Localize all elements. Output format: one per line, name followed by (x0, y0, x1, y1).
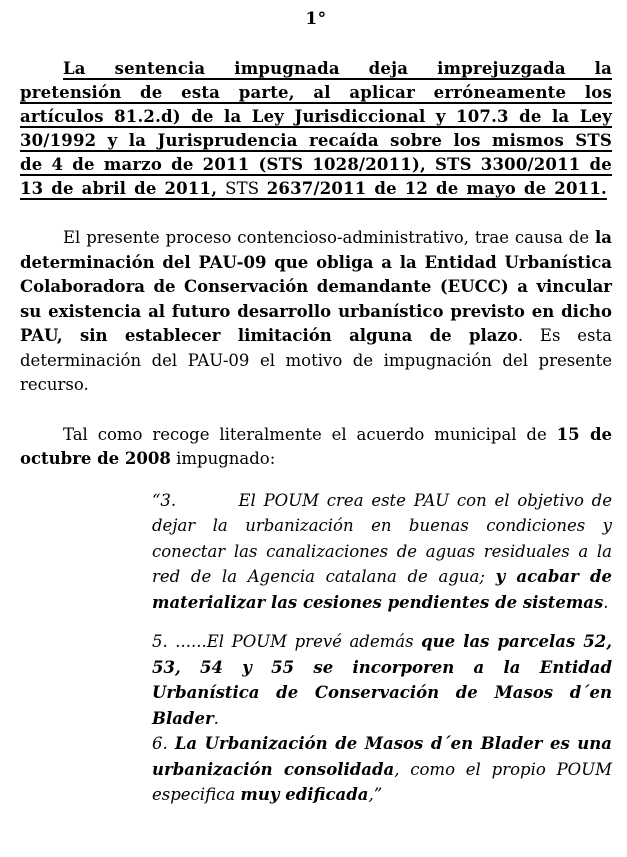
paragraph-municipal-agreement (20, 423, 612, 472)
text-run-bold: la determinación del PAU-09 que obliga a la Entidad Urbanística Colaboradora de Conservación demandante (EUCC) a vincular su existencia al futuro desarrollo urbanístico previsto en dicho PAU, sin establecer limitación alguna de plazo (20, 228, 612, 345)
text-run-regular: . Es esta determinación del PAU-09 el motivo de impugnación del presente recurso. (20, 326, 612, 394)
paragraph-appeal-grounds (20, 57, 612, 201)
text-run-italic: 5. ......El POUM prevé además (152, 632, 422, 651)
text-run-regular: impugnado: (170, 449, 276, 468)
text-run-bold-italic: que las parcelas 52, 53, 54 y 55 se incorporen a la Entidad Urbanística de Conservación de Masos d´en Blader (152, 632, 612, 728)
text-run-bold-italic: La Urbanización de Masos d´en Blader es una urbanización consolidada (152, 734, 612, 779)
block-quote (152, 488, 612, 808)
text-run-bold-italic: muy edificada (240, 785, 369, 804)
section-heading: 1° (305, 9, 327, 29)
text-run-italic: ,” (368, 785, 383, 804)
quote-item-3 (152, 488, 612, 616)
text-run-regular-underlined: STS (225, 179, 267, 198)
text-run-bold-underlined: La sentencia impugnada deja imprejuzgada la pretensión de esta parte, al aplicar erróneamente los artículos 81.2.d) de la Ley Jurisdiccional y 107.3 de la Ley 30/1992 y la Jurisprudencia recaída sobre los mismos STS de 4 de marzo de 2011 (STS 1028/2011), STS 3300/2011 de 13 de abril de 2011, (20, 59, 612, 198)
quote-item-5 (152, 629, 612, 731)
paragraph-process-cause (20, 226, 612, 398)
text-run-bold-italic: y acabar de materializar las cesiones pendientes de sistemas (152, 567, 613, 612)
text-run-italic: . (603, 592, 609, 612)
text-run-regular: El presente proceso contencioso-administrativo, trae causa de (63, 228, 596, 247)
text-run-bold: 15 de octubre de 2008 (20, 424, 612, 468)
text-run-italic: . (213, 708, 219, 728)
text-run-italic: , como el propio POUM especifica (152, 759, 613, 804)
text-run-italic: “3. El POUM crea este PAU con el objetivo de dejar la urbanización en buenas condiciones y conectar las canalizaciones de aguas residuales a la red de la Agencia catalana de agua; (152, 490, 612, 586)
text-run-italic: 6. (152, 734, 175, 753)
text-run-bold-underlined: 2637/2011 de 12 de mayo de 2011. (266, 179, 607, 198)
text-run-regular: Tal como recoge literalmente el acuerdo municipal de (63, 424, 557, 444)
quote-item-6 (152, 731, 612, 808)
